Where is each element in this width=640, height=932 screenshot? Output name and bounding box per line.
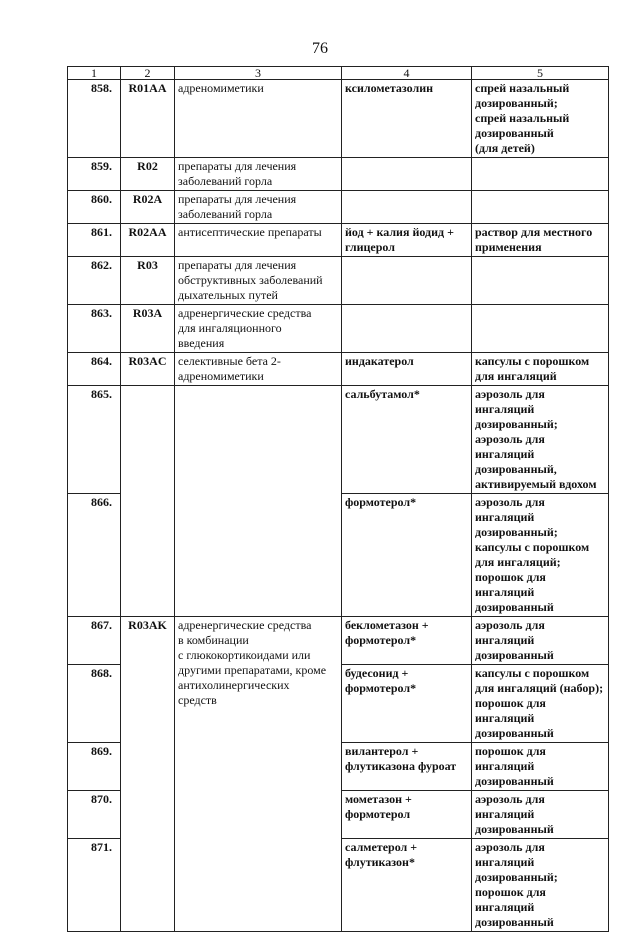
drug-name <box>342 305 472 353</box>
pharmacological-group: адреномиметики <box>175 80 342 158</box>
table-row <box>68 617 609 665</box>
atc-code <box>121 386 175 617</box>
dosage-form <box>472 191 609 224</box>
dosage-form: раствор для местного применения <box>472 224 609 257</box>
table-row <box>68 158 609 191</box>
column-header: 5 <box>472 67 609 80</box>
dosage-form <box>472 305 609 353</box>
atc-code: R02 <box>121 158 175 191</box>
column-header: 4 <box>342 67 472 80</box>
atc-code: R03AK <box>121 617 175 932</box>
drug-table <box>67 66 609 932</box>
drug-name: индакатерол <box>342 353 472 386</box>
row-number: 869. <box>68 743 121 791</box>
drug-name: формотерол* <box>342 494 472 617</box>
dosage-form: аэрозоль для ингаляций дозированный; аэрозоль для ингаляций дозированный, активируемый вдохом <box>472 386 609 494</box>
pharmacological-group: препараты для лечения заболеваний горла <box>175 191 342 224</box>
dosage-form: аэрозоль для ингаляций дозированный; капсулы с порошком для ингаляций; порошок для ингаляций дозированный <box>472 494 609 617</box>
row-number: 866. <box>68 494 121 617</box>
pharmacological-group: антисептические препараты <box>175 224 342 257</box>
row-number: 867. <box>68 617 121 665</box>
table-row <box>68 257 609 305</box>
drug-name: салметерол + флутиказон* <box>342 839 472 932</box>
dosage-form: порошок для ингаляций дозированный <box>472 743 609 791</box>
pharmacological-group: препараты для лечения обструктивных заболеваний дыхательных путей <box>175 257 342 305</box>
table-row <box>68 305 609 353</box>
atc-code: R02A <box>121 191 175 224</box>
pharmacological-group: селективные бета 2- адреномиметики <box>175 353 342 386</box>
table-row <box>68 353 609 386</box>
drug-name: йод + калия йодид + глицерол <box>342 224 472 257</box>
row-number: 870. <box>68 791 121 839</box>
dosage-form: аэрозоль для ингаляций дозированный <box>472 791 609 839</box>
dosage-form: аэрозоль для ингаляций дозированный; порошок для ингаляций дозированный <box>472 839 609 932</box>
table-header-row <box>68 67 609 80</box>
table-row <box>68 386 609 494</box>
row-number: 861. <box>68 224 121 257</box>
row-number: 871. <box>68 839 121 932</box>
row-number: 868. <box>68 665 121 743</box>
drug-name <box>342 158 472 191</box>
row-number: 864. <box>68 353 121 386</box>
drug-name <box>342 257 472 305</box>
drug-name: сальбутамол* <box>342 386 472 494</box>
drug-name: мометазон + формотерол <box>342 791 472 839</box>
column-header: 3 <box>175 67 342 80</box>
atc-code: R03A <box>121 305 175 353</box>
dosage-form: капсулы с порошком для ингаляций <box>472 353 609 386</box>
dosage-form: капсулы с порошком для ингаляций (набор); порошок для ингаляций дозированный <box>472 665 609 743</box>
row-number: 859. <box>68 158 121 191</box>
pharmacological-group: препараты для лечения заболеваний горла <box>175 158 342 191</box>
drug-name: будесонид + формотерол* <box>342 665 472 743</box>
drug-name: ксилометазолин <box>342 80 472 158</box>
dosage-form: аэрозоль для ингаляций дозированный <box>472 617 609 665</box>
row-number: 862. <box>68 257 121 305</box>
row-number: 863. <box>68 305 121 353</box>
drug-name: вилантерол + флутиказона фуроат <box>342 743 472 791</box>
table-row <box>68 80 609 158</box>
atc-code: R02AA <box>121 224 175 257</box>
column-header: 2 <box>121 67 175 80</box>
drug-name <box>342 191 472 224</box>
row-number: 865. <box>68 386 121 494</box>
row-number: 858. <box>68 80 121 158</box>
page-number: 76 <box>312 40 328 57</box>
drug-name: беклометазон + формотерол* <box>342 617 472 665</box>
atc-code: R01AA <box>121 80 175 158</box>
pharmacological-group <box>175 386 342 617</box>
table-row <box>68 224 609 257</box>
row-number: 860. <box>68 191 121 224</box>
dosage-form <box>472 158 609 191</box>
atc-code: R03AC <box>121 353 175 386</box>
pharmacological-group: адренергические средства для ингаляционного введения <box>175 305 342 353</box>
atc-code: R03 <box>121 257 175 305</box>
table-row <box>68 191 609 224</box>
column-header: 1 <box>68 67 121 80</box>
dosage-form <box>472 257 609 305</box>
dosage-form: спрей назальный дозированный; спрей назальный дозированный (для детей) <box>472 80 609 158</box>
pharmacological-group: адренергические средства в комбинации с глюкокортикоидами или другими препаратами, кроме антихолинергических средств <box>175 617 342 932</box>
